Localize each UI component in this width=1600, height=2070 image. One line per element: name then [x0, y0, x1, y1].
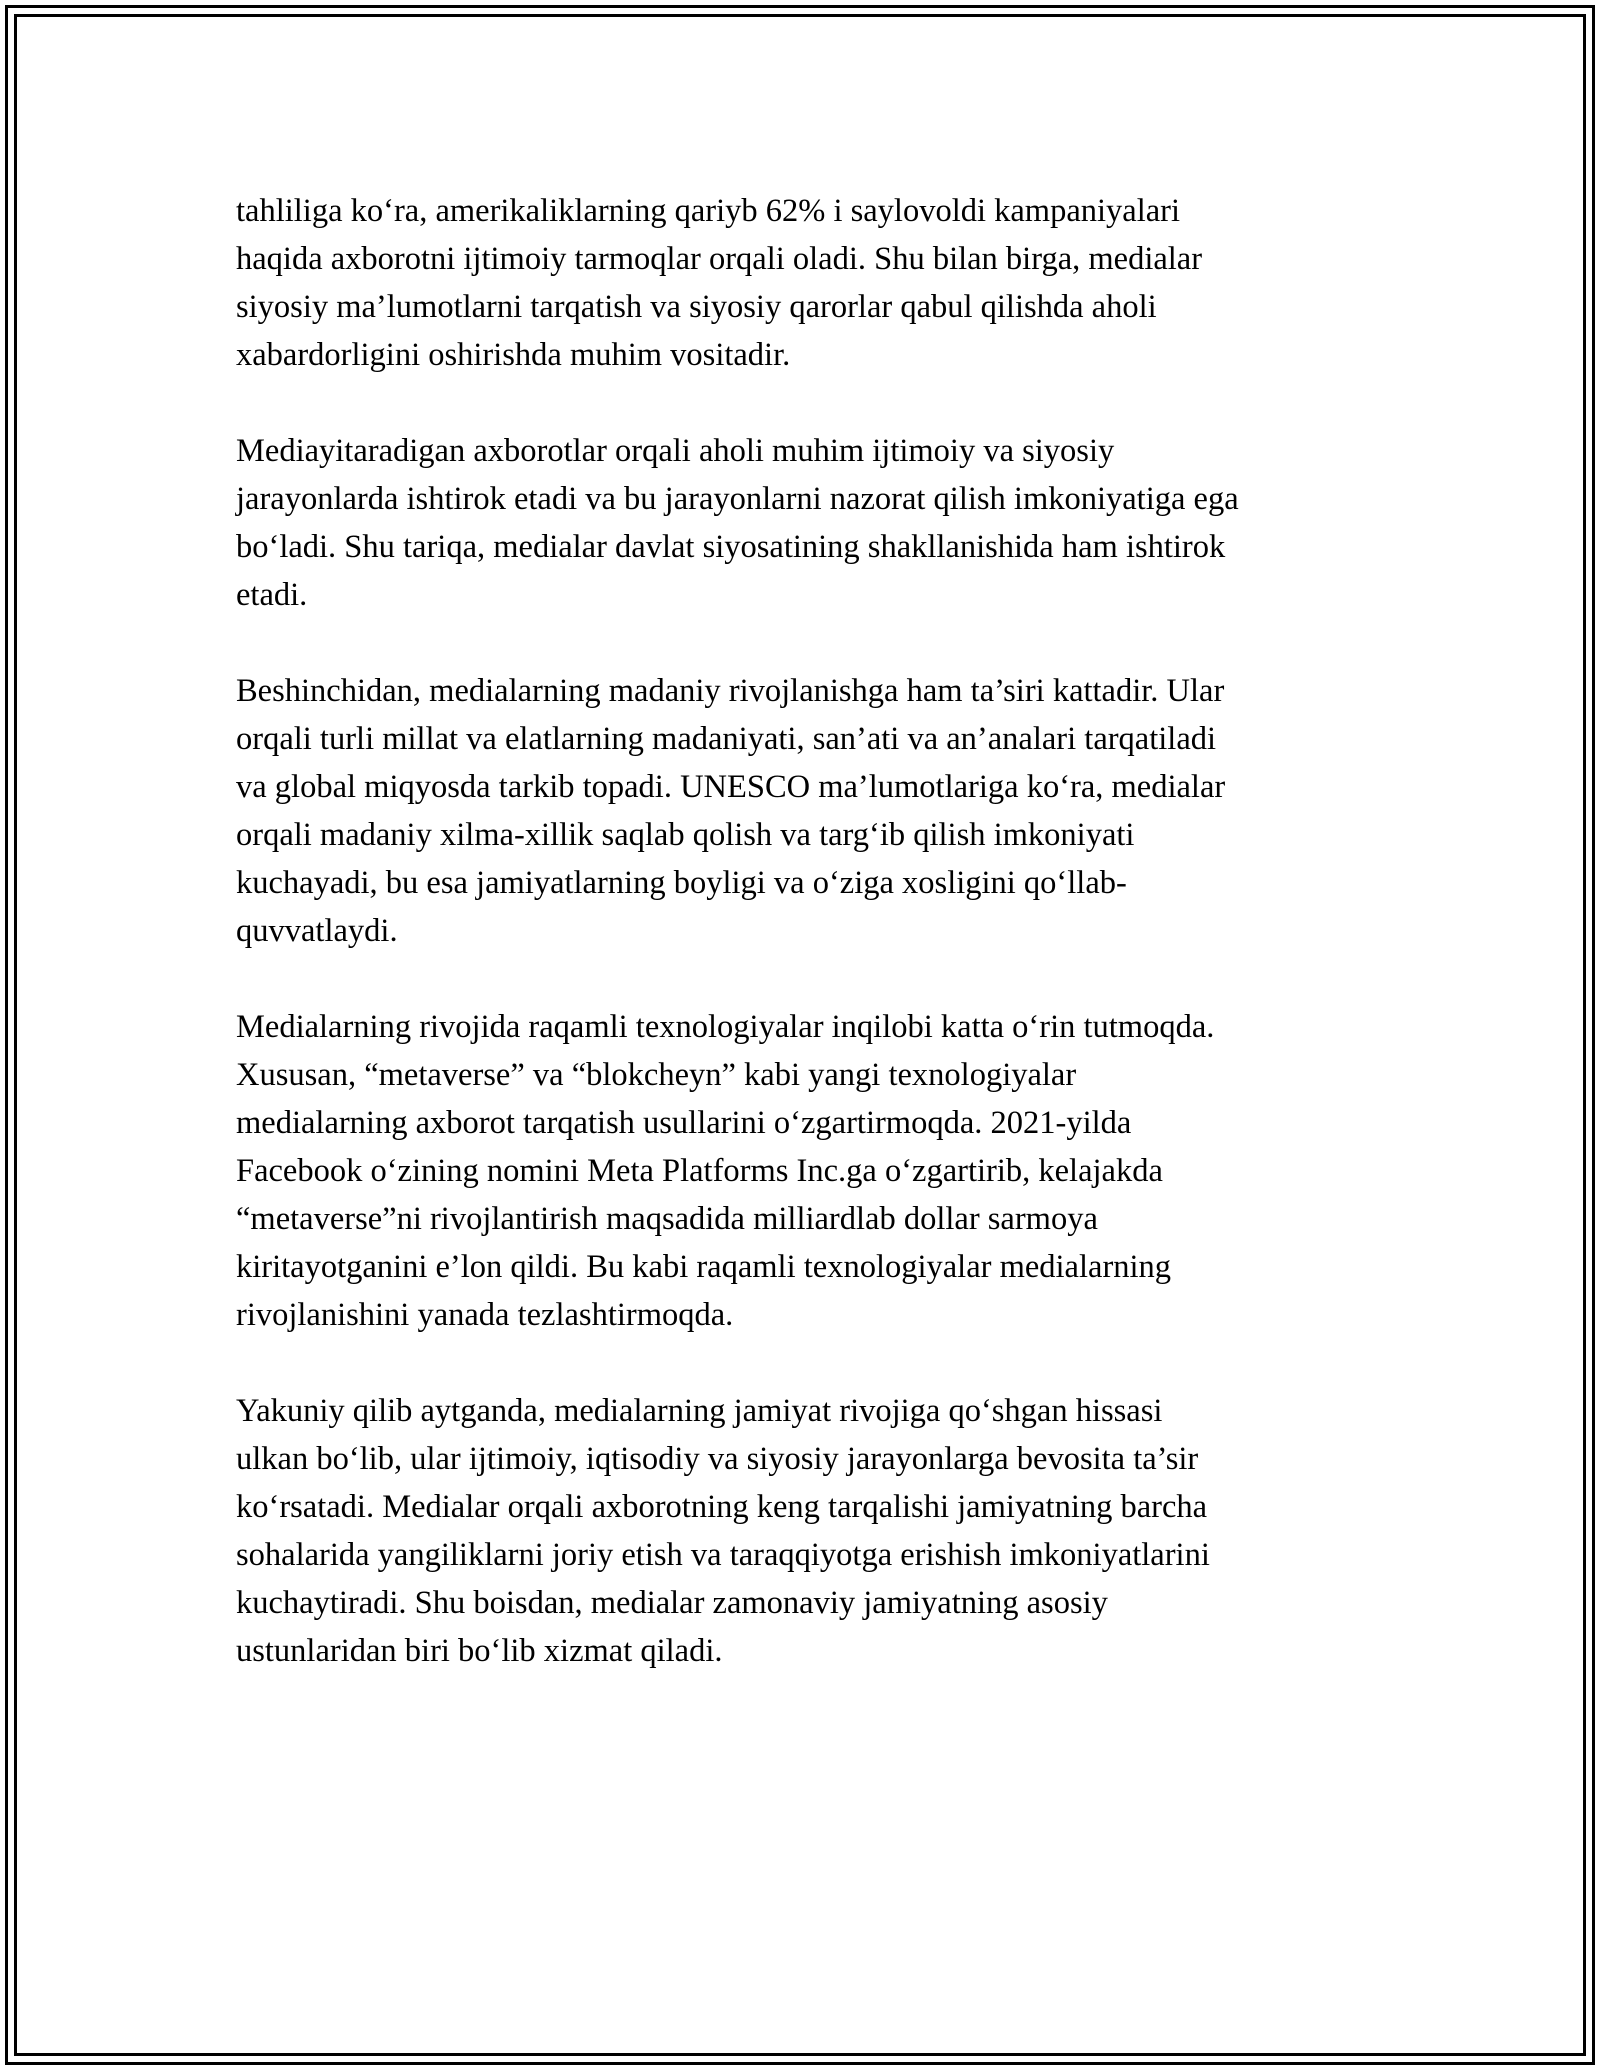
paragraph-3: Beshinchidan, medialarning madaniy rivojlanishga ham ta’siri kattadir. Ular orqali turli millat va elatlarning madaniyati, san’ati va an’analari tarqatiladi va global miqyosda tarkib topadi. UNESCO ma’lumotlariga ko‘ra, medialar orqali madaniy xilma-xillik saqlab qolish va targ‘ib qilish imkoniyati kuchayadi, bu esa jamiyatlarning boyligi va o‘ziga xosligini qo‘llab- quvvatlaydi.: [236, 673, 1226, 949]
paragraph-4: Medialarning rivojida raqamli texnologiyalar inqilobi katta o‘rin tutmoqda. Xususan, “metaverse” va “blokcheyn” kabi yangi texnologiyalar medialarning axborot tarqatish usullarini o‘zgartirmoqda. 2021-yilda Facebook o‘zining nomini Meta Platforms Inc.ga o‘zgartirib, kelajakda “metaverse”ni rivojlantirish maqsadida milliardlab dollar sarmoya kiritayotganini e’lon qildi. Bu kabi raqamli texnologiyalar medialarning rivojlanishini yanada tezlashtirmoqda.: [236, 1009, 1215, 1333]
paragraph-1: tahliliga ko‘ra, amerikaliklarning qariyb 62% i saylovoldi kampaniyalari haqida axborotni ijtimoiy tarmoqlar orqali oladi. Shu bilan birga, medialar siyosiy ma’lumotlarni tarqatish va siyosiy qarorlar qabul qilishda aholi xabardorligini oshirishda muhim vositadir.: [236, 193, 1203, 373]
paragraph-5: Yakuniy qilib aytganda, medialarning jamiyat rivojiga qo‘shgan hissasi ulkan bo‘lib, ular ijtimoiy, iqtisodiy va siyosiy jarayonlarga bevosita ta’sir ko‘rsatadi. Medialar orqali axborotning keng tarqalishi jamiyatning barcha sohalarida yangiliklarni joriy etish va taraqqiyotga erishish imkoniyatlarini kuchaytiradi. Shu boisdan, medialar zamonaviy jamiyatning asosiy ustunlaridan biri bo‘lib xizmat qiladi.: [236, 1393, 1210, 1669]
paragraph-2: Mediayitaradigan axborotlar orqali aholi muhim ijtimoiy va siyosiy jarayonlarda ishtirok etadi va bu jarayonlarni nazorat qilish imkoniyatiga ega bo‘ladi. Shu tariqa, medialar davlat siyosatining shakllanishida ham ishtirok etadi.: [236, 433, 1239, 613]
document-body: [236, 187, 1376, 1723]
